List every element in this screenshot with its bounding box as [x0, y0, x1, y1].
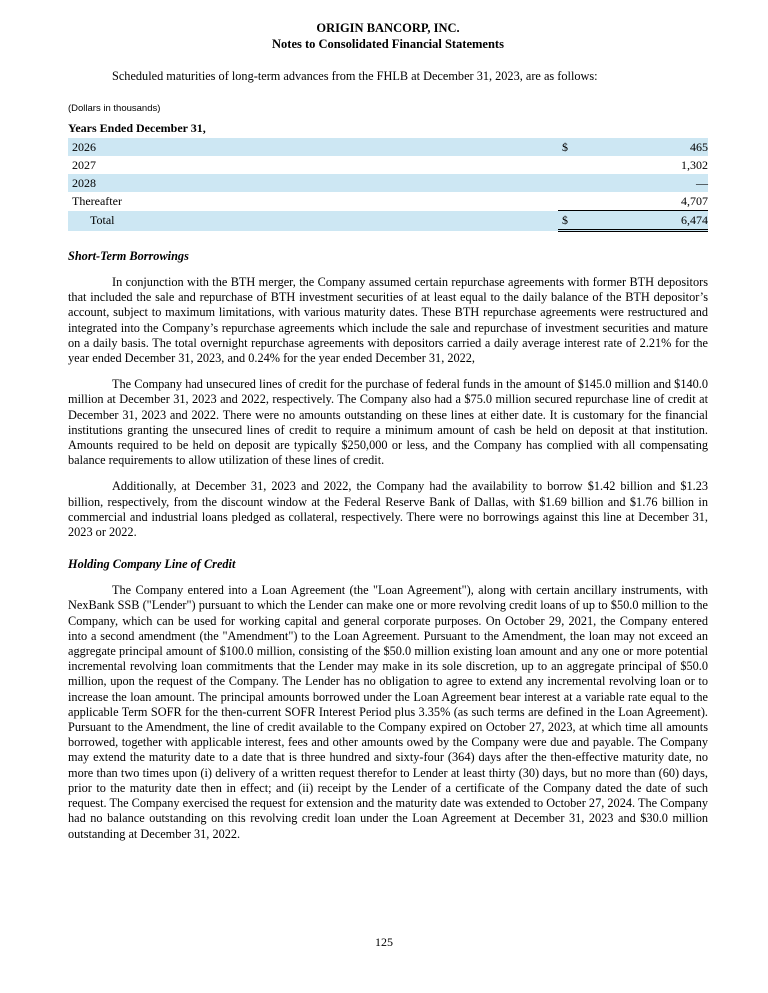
row-value: 4,707 — [604, 192, 708, 211]
row-label: Thereafter — [72, 193, 122, 208]
row-value: 465 — [690, 139, 708, 154]
document-subtitle: Notes to Consolidated Financial Statements — [272, 37, 504, 51]
body-paragraph: The Company had unsecured lines of credit for the purchase of federal funds in the amount of $145.0 million and $140.0 million at December 31, 2023 and 2022, respectively. The Company also had a $75.0 million secured repurchase line of credit at December 31, 2023 and 2022. There were no amounts outstanding on these lines at either date. It is customary for the financial institutions granting the unsecured lines of credit to require a minimum amount of cash be held on deposit at that institution. Amounts required to be held on deposit are typically $250,000 or less, and the Company has complied with all compensating balance requirements to allow utilization of these lines of credit. — [68, 377, 708, 468]
currency-symbol: $ — [558, 211, 604, 231]
section-heading-short-term-borrowings: Short-Term Borrowings — [68, 249, 189, 263]
table-row — [68, 156, 708, 174]
row-label: 2027 — [72, 157, 96, 172]
row-label: Total — [90, 213, 115, 227]
table-total-row — [68, 211, 708, 231]
body-paragraph: Additionally, at December 31, 2023 and 2022, the Company had the availability to borrow $1.42 billion and $1.23 billion, respectively, from the discount window at the Federal Reserve Bank of Dallas, with $1.69 billion and $1.76 billion in commercial and industrial loans pledged as collateral, respectively. There were no borrowings against this line at December 31, 2023 or 2022. — [68, 479, 708, 540]
row-label: 2026 — [72, 139, 96, 154]
table-row — [68, 192, 708, 211]
row-value: 1,302 — [681, 157, 708, 172]
row-value: 6,474 — [604, 211, 708, 231]
currency-symbol — [558, 156, 604, 174]
section-heading-holding-company-line-of-credit: Holding Company Line of Credit — [68, 557, 236, 572]
table-caption: Years Ended December 31, — [68, 121, 206, 135]
company-name: ORIGIN BANCORP, INC. — [316, 21, 460, 35]
page-number: 125 — [375, 935, 393, 949]
body-paragraph: In conjunction with the BTH merger, the Company assumed certain repurchase agreements with former BTH depositors that included the sale and repurchase of BTH investment securities of at least equal to the daily balance of the BTH depositor’s account, subject to maximum limitations, with various maturity dates. These BTH repurchase agreements were restructured and integrated into the Company’s repurchase agreements which include the sale and repurchase of investment securities and mature on a daily basis. The total overnight repurchase agreements with depositors carried a daily average interest rate of 2.21% for the year ended December 31, 2023, and 0.24% for the year ended December 31, 2022, — [68, 275, 708, 366]
currency-symbol — [558, 174, 604, 192]
row-label: 2028 — [72, 175, 96, 190]
body-paragraph: The Company entered into a Loan Agreement (the "Loan Agreement"), along with certain ancillary instruments, with NexBank SSB ("Lender") pursuant to which the Lender can make one or more revolving credit loans of up to $50.0 million to the Company, which can be used for working capital and general corporate purposes. On October 29, 2021, the Company entered into a second amendment (the "Amendment") to the Loan Agreement. Pursuant to the Amendment, the loan may not exceed an aggregate principal amount of $100.0 million, consisting of the $50.0 million existing loan amount and any one or more potential incremental revolving loan commitments that the Lender may make in its sole discretion, up to an aggregate principal of $50.0 million, upon the request of the Company. The Lender has no obligation to agree to extend any incremental revolving loan or to increase the loan amount. The principal amounts borrowed under the Loan Agreement bear interest at a variable rate equal to the applicable Term SOFR for the then-current SOFR Interest Period plus 3.35% (as such terms are defined in the Loan Agreement). Pursuant to the Amendment, the line of credit available to the Company expired on October 27, 2023, at which time all amounts borrowed, together with applicable interest, fees and other amounts owed by the Company were due and payable. The Company may extend the maturity date to a date that is three hundred and sixty-four (364) days after the then-effective maturity date, no more than two times upon (i) delivery of a written request therefor to Lender at least thirty (30) days, but no more than (60) days, prior to the maturity date then in effect; and (ii) receipt by the Lender of a certificate of the Company dated the date of such request. The Company exercised the request for extension and the maturity date was extended to October 27, 2024. The Company had no balance outstanding on this revolving credit loan under the Loan Agreement at December 31, 2023 and $30.0 million outstanding at December 31, 2022. — [68, 583, 708, 841]
table-row — [68, 174, 708, 192]
intro-paragraph: Scheduled maturities of long-term advances from the FHLB at December 31, 2023, are as follows: — [112, 69, 598, 83]
document-header — [68, 20, 708, 52]
maturities-table — [68, 138, 708, 232]
row-value: — — [696, 175, 708, 190]
currency-symbol: $ — [562, 139, 568, 154]
table-row — [68, 138, 708, 156]
currency-symbol — [558, 192, 604, 211]
table-units-note: (Dollars in thousands) — [68, 103, 161, 114]
